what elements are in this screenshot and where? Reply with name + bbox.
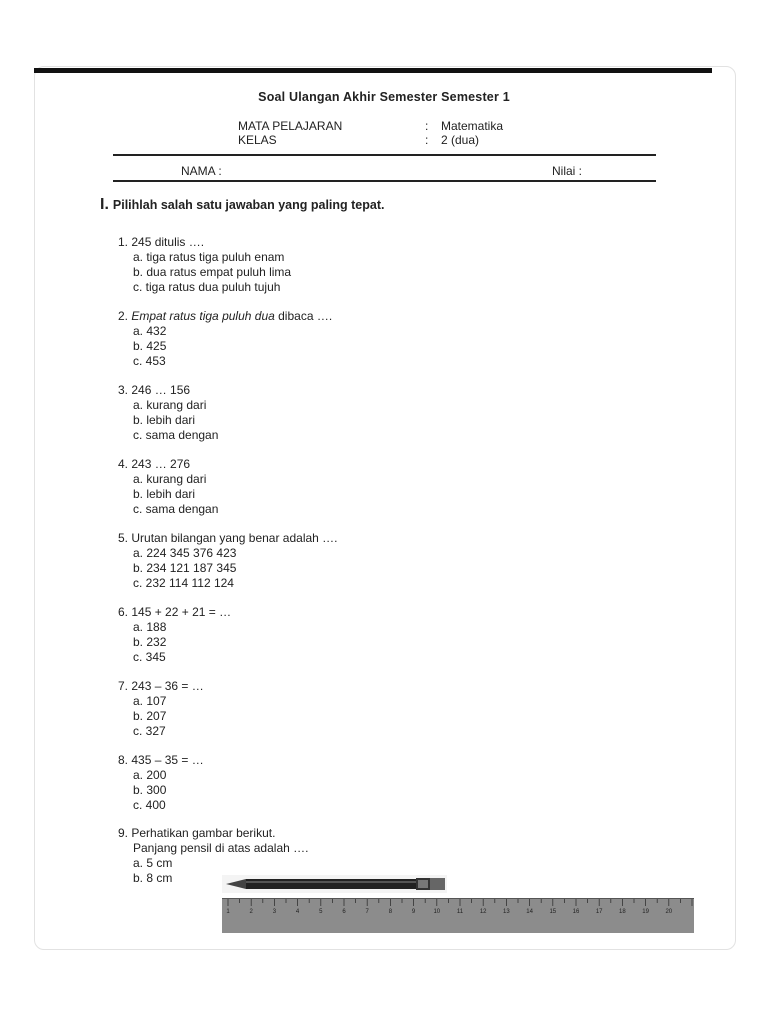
question-8 [118,753,204,813]
ruler-label: 15 [549,909,557,915]
option-c: c. 453 [133,354,166,368]
ruler-label: 10 [433,909,441,915]
name-label: NAMA : [181,164,222,178]
option-b: b. 425 [133,339,167,353]
ruler-label: 17 [595,909,603,915]
ruler-label: 8 [388,909,393,915]
question-extra: Panjang pensil di atas adalah …. [133,841,309,855]
option-c: c. 400 [133,798,166,812]
ruler-label: 20 [665,909,673,915]
option-c: c. 327 [133,724,166,738]
question-stem: 1. 245 ditulis …. [118,235,205,249]
option-a: a. kurang dari [133,472,207,486]
option-a: a. tiga ratus tiga puluh enam [133,250,285,264]
header-rule-bottom [113,180,656,182]
question-1 [118,235,291,295]
section-number: I. [100,196,109,213]
top-border-bar [34,68,712,73]
option-a: a. 5 cm [133,856,173,870]
option-a: a. 107 [133,694,167,708]
class-value: 2 (dua) [441,133,480,147]
ruler-label: 11 [456,909,464,915]
header-rule-top [113,154,656,156]
ruler-label: 13 [503,909,510,915]
subject-colon: : [425,119,429,133]
option-b: b. 234 121 187 345 [133,561,237,575]
question-4 [118,457,218,517]
option-b: b. dua ratus empat puluh lima [133,265,292,279]
question-7 [118,679,204,739]
ruler-label: 18 [619,909,626,915]
option-b: b. lebih dari [133,487,196,501]
ruler-label: 4 [295,909,300,915]
question-5 [118,531,338,591]
option-c: c. sama dengan [133,502,219,516]
option-b: b. 207 [133,709,167,723]
exam-title: Soal Ulangan Akhir Semester Semester 1 [258,90,510,104]
ruler-label: 5 [319,909,323,915]
ruler-label: 12 [479,909,487,915]
option-c: c. tiga ratus dua puluh tujuh [133,280,281,294]
question-6 [118,605,231,665]
subject-label: MATA PELAJARAN [238,119,343,133]
option-c: c. 232 114 112 124 [133,576,234,590]
question-stem: 2. Empat ratus tiga puluh dua dibaca …. [118,309,333,323]
section-instruction: Pilihlah salah satu jawaban yang paling tepat. [112,198,385,212]
question-stem: 8. 435 – 35 = … [118,753,204,767]
question-2 [118,309,332,369]
question-stem: 5. Urutan bilangan yang benar adalah …. [118,531,338,545]
ruler-label: 7 [365,909,369,915]
option-a: a. kurang dari [133,398,207,412]
option-a: a. 188 [133,620,167,634]
score-label: Nilai : [552,164,583,178]
option-c: c. sama dengan [133,428,219,442]
option-c: c. 345 [133,650,166,664]
ruler-label: 2 [249,909,253,915]
question-stem: 6. 145 + 22 + 21 = … [118,605,232,619]
question-stem: 4. 243 … 276 [118,457,191,471]
question-3 [118,383,218,443]
ruler-image [222,898,694,933]
ruler-label: 6 [342,909,346,915]
pencil-image [222,875,447,893]
class-label: KELAS [238,133,277,147]
class-colon: : [425,133,429,147]
question-stem: 9. Perhatikan gambar berikut. [118,826,276,840]
ruler-scale [222,899,694,933]
question-stem: 3. 246 … 156 [118,383,191,397]
option-a: a. 224 345 376 423 [133,546,237,560]
section-heading [100,196,385,214]
option-b: b. 232 [133,635,167,649]
question-stem: 7. 243 – 36 = … [118,679,204,693]
subject-value: Matematika [441,119,504,133]
ruler-label: 19 [642,909,649,915]
option-b: b. 300 [133,783,167,797]
option-a: a. 200 [133,768,167,782]
ruler-label: 16 [572,909,580,915]
ruler-label: 9 [411,909,416,915]
ruler-label: 14 [526,909,533,915]
ruler-label: 1 [226,909,230,915]
option-b: b. lebih dari [133,413,196,427]
ruler-label: 3 [272,909,277,915]
option-b: b. 8 cm [133,871,173,885]
option-a: a. 432 [133,324,167,338]
